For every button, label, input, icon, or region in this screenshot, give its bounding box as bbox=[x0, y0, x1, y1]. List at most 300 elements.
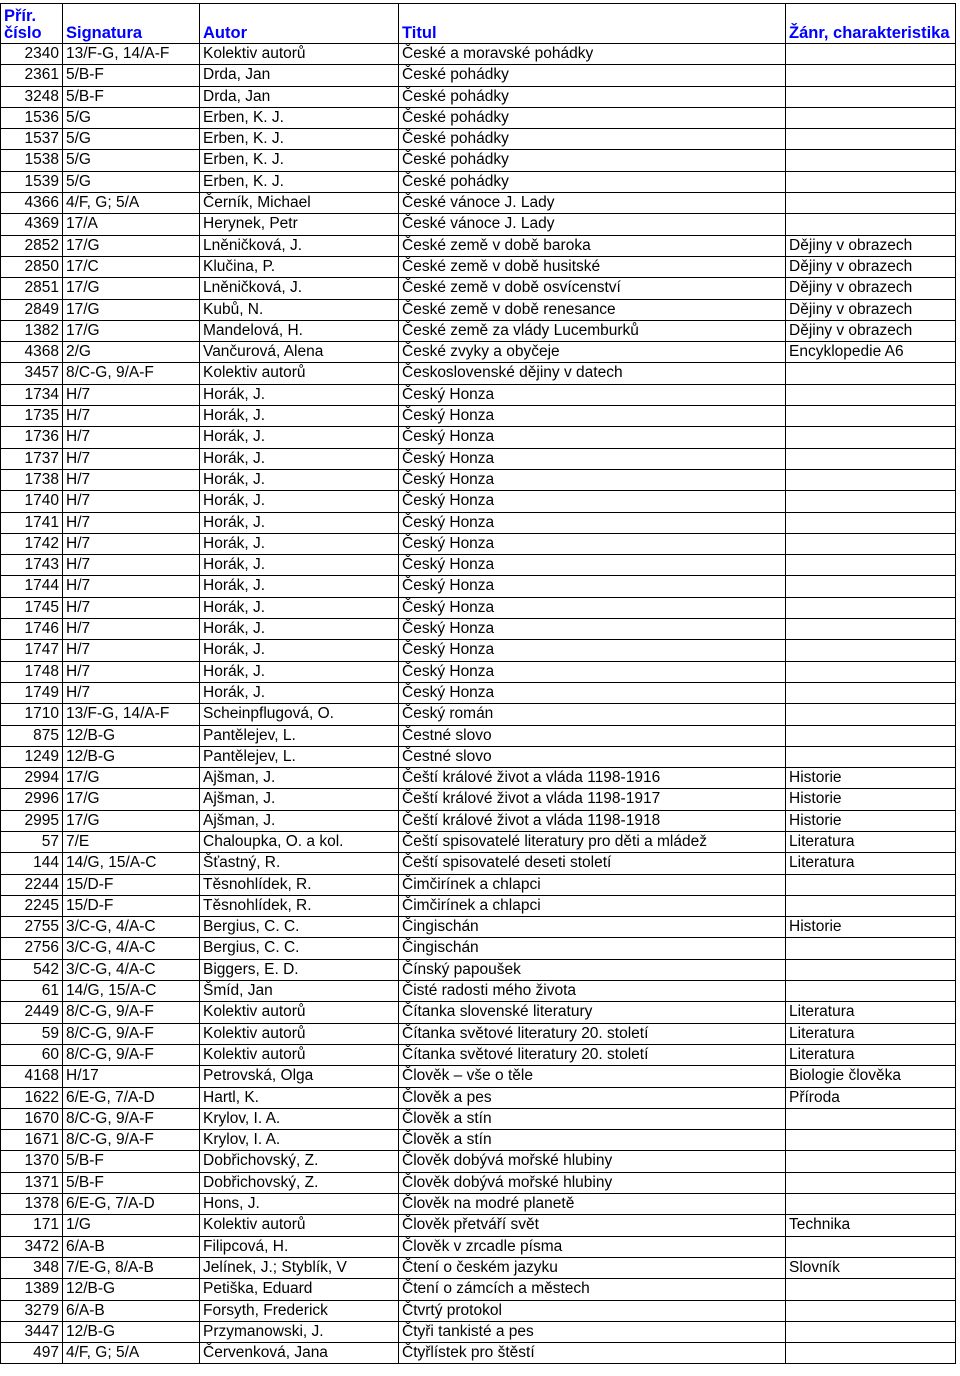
title-cell: Čítanka slovenské literatury bbox=[399, 1002, 786, 1023]
table-row bbox=[1, 682, 956, 703]
genre-cell bbox=[786, 1343, 956, 1364]
accession-number-cell: 3457 bbox=[1, 363, 63, 384]
author-cell: Horák, J. bbox=[200, 448, 399, 469]
table-row bbox=[1, 1172, 956, 1193]
table-row bbox=[1, 981, 956, 1002]
title-cell: Čeští spisovatelé deseti století bbox=[399, 853, 786, 874]
table-row bbox=[1, 810, 956, 831]
author-cell: Dobřichovský, Z. bbox=[200, 1172, 399, 1193]
genre-cell: Biologie člověka bbox=[786, 1066, 956, 1087]
table-row bbox=[1, 831, 956, 852]
genre-cell bbox=[786, 214, 956, 235]
author-cell: Ajšman, J. bbox=[200, 810, 399, 831]
header-accession-number bbox=[1, 4, 63, 44]
author-cell: Biggers, E. D. bbox=[200, 959, 399, 980]
title-cell: Český Honza bbox=[399, 406, 786, 427]
table-row bbox=[1, 384, 956, 405]
table-row bbox=[1, 1279, 956, 1300]
title-cell: Člověk v zrcadle písma bbox=[399, 1236, 786, 1257]
signature-cell: 5/G bbox=[63, 129, 200, 150]
accession-number-cell: 1737 bbox=[1, 448, 63, 469]
title-cell: Čtení o zámcích a městech bbox=[399, 1279, 786, 1300]
author-cell: Petrovská, Olga bbox=[200, 1066, 399, 1087]
table-row bbox=[1, 1343, 956, 1364]
accession-number-cell: 171 bbox=[1, 1215, 63, 1236]
genre-cell: Literatura bbox=[786, 853, 956, 874]
title-cell: Český Honza bbox=[399, 491, 786, 512]
signature-cell: 12/B-G bbox=[63, 746, 200, 767]
title-cell: Člověk dobývá mořské hlubiny bbox=[399, 1172, 786, 1193]
signature-cell: 3/C-G, 4/A-C bbox=[63, 917, 200, 938]
author-cell: Horák, J. bbox=[200, 384, 399, 405]
genre-cell bbox=[786, 171, 956, 192]
author-cell: Horák, J. bbox=[200, 576, 399, 597]
accession-number-cell: 1538 bbox=[1, 150, 63, 171]
signature-cell: 17/G bbox=[63, 235, 200, 256]
table-row bbox=[1, 1066, 956, 1087]
genre-cell: Dějiny v obrazech bbox=[786, 235, 956, 256]
table-row bbox=[1, 448, 956, 469]
signature-cell: 1/G bbox=[63, 1215, 200, 1236]
table-row bbox=[1, 1087, 956, 1108]
genre-cell bbox=[786, 874, 956, 895]
author-cell: Kolektiv autorů bbox=[200, 363, 399, 384]
table-row bbox=[1, 853, 956, 874]
table-row bbox=[1, 555, 956, 576]
table-row bbox=[1, 1321, 956, 1342]
accession-number-cell: 2851 bbox=[1, 278, 63, 299]
title-cell: České pohádky bbox=[399, 150, 786, 171]
title-cell: Čeští králové život a vláda 1198-1918 bbox=[399, 810, 786, 831]
author-cell: Dobřichovský, Z. bbox=[200, 1151, 399, 1172]
table-row bbox=[1, 640, 956, 661]
table-row bbox=[1, 576, 956, 597]
author-cell: Ajšman, J. bbox=[200, 789, 399, 810]
genre-cell bbox=[786, 725, 956, 746]
header-genre: Žánr, charakteristika bbox=[786, 4, 956, 44]
title-cell: Český Honza bbox=[399, 469, 786, 490]
signature-cell: 17/G bbox=[63, 320, 200, 341]
signature-cell: 8/C-G, 9/A-F bbox=[63, 1130, 200, 1151]
genre-cell bbox=[786, 640, 956, 661]
title-cell: České země za vlády Lucemburků bbox=[399, 320, 786, 341]
accession-number-cell: 59 bbox=[1, 1023, 63, 1044]
signature-cell: H/7 bbox=[63, 406, 200, 427]
accession-number-cell: 348 bbox=[1, 1257, 63, 1278]
author-cell: Przymanowski, J. bbox=[200, 1321, 399, 1342]
genre-cell bbox=[786, 597, 956, 618]
table-row bbox=[1, 1300, 956, 1321]
title-cell: České pohádky bbox=[399, 65, 786, 86]
genre-cell bbox=[786, 448, 956, 469]
table-row bbox=[1, 1002, 956, 1023]
genre-cell bbox=[786, 1236, 956, 1257]
genre-cell bbox=[786, 576, 956, 597]
table-row bbox=[1, 1257, 956, 1278]
genre-cell bbox=[786, 533, 956, 554]
author-cell: Hons, J. bbox=[200, 1194, 399, 1215]
author-cell: Kubů, N. bbox=[200, 299, 399, 320]
signature-cell: 3/C-G, 4/A-C bbox=[63, 959, 200, 980]
accession-number-cell: 1743 bbox=[1, 555, 63, 576]
author-cell: Těsnohlídek, R. bbox=[200, 874, 399, 895]
title-cell: České země v době renesance bbox=[399, 299, 786, 320]
table-row bbox=[1, 619, 956, 640]
accession-number-cell: 2755 bbox=[1, 917, 63, 938]
title-cell: Čeští králové život a vláda 1198-1916 bbox=[399, 768, 786, 789]
accession-number-cell: 1249 bbox=[1, 746, 63, 767]
table-row bbox=[1, 320, 956, 341]
title-cell: Český Honza bbox=[399, 640, 786, 661]
author-cell: Horák, J. bbox=[200, 469, 399, 490]
table-row bbox=[1, 725, 956, 746]
table-row bbox=[1, 1151, 956, 1172]
signature-cell: 7/E bbox=[63, 831, 200, 852]
signature-cell: 5/G bbox=[63, 150, 200, 171]
table-row bbox=[1, 150, 956, 171]
accession-number-cell: 4366 bbox=[1, 193, 63, 214]
genre-cell bbox=[786, 65, 956, 86]
table-row bbox=[1, 1236, 956, 1257]
table-body bbox=[1, 44, 956, 1364]
title-cell: České vánoce J. Lady bbox=[399, 193, 786, 214]
title-cell: Čeští králové život a vláda 1198-1917 bbox=[399, 789, 786, 810]
table-row bbox=[1, 768, 956, 789]
genre-cell: Historie bbox=[786, 917, 956, 938]
genre-cell: Literatura bbox=[786, 831, 956, 852]
signature-cell: 5/B-F bbox=[63, 1151, 200, 1172]
title-cell: Čingischán bbox=[399, 938, 786, 959]
accession-number-cell: 3248 bbox=[1, 86, 63, 107]
table-row bbox=[1, 959, 956, 980]
author-cell: Mandelová, H. bbox=[200, 320, 399, 341]
accession-number-cell: 1389 bbox=[1, 1279, 63, 1300]
signature-cell: 6/E-G, 7/A-D bbox=[63, 1194, 200, 1215]
title-cell: Čtyři tankisté a pes bbox=[399, 1321, 786, 1342]
title-cell: Čeští spisovatelé literatury pro děti a mládež bbox=[399, 831, 786, 852]
accession-number-cell: 1744 bbox=[1, 576, 63, 597]
table-row bbox=[1, 107, 956, 128]
genre-cell bbox=[786, 895, 956, 916]
title-cell: Člověk na modré planetě bbox=[399, 1194, 786, 1215]
table-row bbox=[1, 278, 956, 299]
author-cell: Horák, J. bbox=[200, 661, 399, 682]
author-cell: Ajšman, J. bbox=[200, 768, 399, 789]
genre-cell bbox=[786, 44, 956, 65]
author-cell: Šťastný, R. bbox=[200, 853, 399, 874]
title-cell: Český Honza bbox=[399, 448, 786, 469]
genre-cell bbox=[786, 1194, 956, 1215]
signature-cell: 5/B-F bbox=[63, 1172, 200, 1193]
accession-number-cell: 1710 bbox=[1, 704, 63, 725]
title-cell: Čestné slovo bbox=[399, 725, 786, 746]
accession-number-cell: 1671 bbox=[1, 1130, 63, 1151]
author-cell: Drda, Jan bbox=[200, 86, 399, 107]
genre-cell bbox=[786, 384, 956, 405]
title-cell: Český Honza bbox=[399, 512, 786, 533]
accession-number-cell: 875 bbox=[1, 725, 63, 746]
accession-number-cell: 1378 bbox=[1, 1194, 63, 1215]
title-cell: Čtení o českém jazyku bbox=[399, 1257, 786, 1278]
signature-cell: H/7 bbox=[63, 384, 200, 405]
accession-number-cell: 1539 bbox=[1, 171, 63, 192]
genre-cell: Literatura bbox=[786, 1023, 956, 1044]
accession-number-cell: 3472 bbox=[1, 1236, 63, 1257]
signature-cell: 6/A-B bbox=[63, 1236, 200, 1257]
title-cell: Čínský papoušek bbox=[399, 959, 786, 980]
author-cell: Scheinpflugová, O. bbox=[200, 704, 399, 725]
genre-cell bbox=[786, 555, 956, 576]
title-cell: Český Honza bbox=[399, 555, 786, 576]
author-cell: Horák, J. bbox=[200, 512, 399, 533]
signature-cell: 6/A-B bbox=[63, 1300, 200, 1321]
accession-number-cell: 4368 bbox=[1, 342, 63, 363]
table-row bbox=[1, 171, 956, 192]
author-cell: Bergius, C. C. bbox=[200, 938, 399, 959]
accession-number-cell: 1670 bbox=[1, 1108, 63, 1129]
title-cell: Člověk a stín bbox=[399, 1130, 786, 1151]
header-author: Autor bbox=[200, 4, 399, 44]
genre-cell bbox=[786, 619, 956, 640]
title-cell: Čisté radosti mého života bbox=[399, 981, 786, 1002]
title-cell: České a moravské pohádky bbox=[399, 44, 786, 65]
signature-cell: H/17 bbox=[63, 1066, 200, 1087]
genre-cell bbox=[786, 1300, 956, 1321]
table-row bbox=[1, 427, 956, 448]
title-cell: Český román bbox=[399, 704, 786, 725]
genre-cell: Encyklopedie A6 bbox=[786, 342, 956, 363]
genre-cell: Historie bbox=[786, 768, 956, 789]
author-cell: Černík, Michael bbox=[200, 193, 399, 214]
table-row bbox=[1, 704, 956, 725]
genre-cell: Historie bbox=[786, 789, 956, 810]
title-cell: České zvyky a obyčeje bbox=[399, 342, 786, 363]
accession-number-cell: 2340 bbox=[1, 44, 63, 65]
table-row bbox=[1, 1215, 956, 1236]
author-cell: Jelínek, J.; Styblík, V bbox=[200, 1257, 399, 1278]
table-row bbox=[1, 214, 956, 235]
signature-cell: 12/B-G bbox=[63, 1321, 200, 1342]
accession-number-cell: 2852 bbox=[1, 235, 63, 256]
genre-cell bbox=[786, 1151, 956, 1172]
genre-cell bbox=[786, 682, 956, 703]
table-row bbox=[1, 299, 956, 320]
author-cell: Horák, J. bbox=[200, 619, 399, 640]
genre-cell bbox=[786, 86, 956, 107]
table-row bbox=[1, 491, 956, 512]
title-cell: Čestné slovo bbox=[399, 746, 786, 767]
signature-cell: 8/C-G, 9/A-F bbox=[63, 1002, 200, 1023]
accession-number-cell: 1749 bbox=[1, 682, 63, 703]
signature-cell: 17/G bbox=[63, 768, 200, 789]
genre-cell bbox=[786, 363, 956, 384]
accession-number-cell: 3279 bbox=[1, 1300, 63, 1321]
signature-cell: H/7 bbox=[63, 597, 200, 618]
author-cell: Těsnohlídek, R. bbox=[200, 895, 399, 916]
author-cell: Horák, J. bbox=[200, 491, 399, 512]
accession-number-cell: 1536 bbox=[1, 107, 63, 128]
author-cell: Filipcová, H. bbox=[200, 1236, 399, 1257]
author-cell: Krylov, I. A. bbox=[200, 1130, 399, 1151]
genre-cell bbox=[786, 512, 956, 533]
table-row bbox=[1, 895, 956, 916]
genre-cell bbox=[786, 1172, 956, 1193]
title-cell: Čimčirínek a chlapci bbox=[399, 874, 786, 895]
author-cell: Krylov, I. A. bbox=[200, 1108, 399, 1129]
table-row bbox=[1, 129, 956, 150]
genre-cell bbox=[786, 193, 956, 214]
genre-cell: Dějiny v obrazech bbox=[786, 299, 956, 320]
author-cell: Horák, J. bbox=[200, 427, 399, 448]
author-cell: Klučina, P. bbox=[200, 256, 399, 277]
signature-cell: 6/E-G, 7/A-D bbox=[63, 1087, 200, 1108]
title-cell: Člověk a stín bbox=[399, 1108, 786, 1129]
title-cell: Čítanka světové literatury 20. století bbox=[399, 1044, 786, 1065]
author-cell: Erben, K. J. bbox=[200, 107, 399, 128]
signature-cell: 17/G bbox=[63, 789, 200, 810]
author-cell: Erben, K. J. bbox=[200, 129, 399, 150]
accession-number-cell: 1735 bbox=[1, 406, 63, 427]
author-cell: Šmíd, Jan bbox=[200, 981, 399, 1002]
title-cell: Český Honza bbox=[399, 533, 786, 554]
accession-number-cell: 1382 bbox=[1, 320, 63, 341]
accession-number-cell: 2850 bbox=[1, 256, 63, 277]
author-cell: Vančurová, Alena bbox=[200, 342, 399, 363]
signature-cell: H/7 bbox=[63, 427, 200, 448]
title-cell: Člověk přetváří svět bbox=[399, 1215, 786, 1236]
author-cell: Horák, J. bbox=[200, 640, 399, 661]
title-cell: České země v době osvícenství bbox=[399, 278, 786, 299]
signature-cell: 15/D-F bbox=[63, 874, 200, 895]
signature-cell: 14/G, 15/A-C bbox=[63, 853, 200, 874]
title-cell: Člověk a pes bbox=[399, 1087, 786, 1108]
genre-cell: Příroda bbox=[786, 1087, 956, 1108]
table-row bbox=[1, 256, 956, 277]
genre-cell: Historie bbox=[786, 810, 956, 831]
author-cell: Horák, J. bbox=[200, 597, 399, 618]
author-cell: Horák, J. bbox=[200, 555, 399, 576]
author-cell: Erben, K. J. bbox=[200, 171, 399, 192]
title-cell: České země v době baroka bbox=[399, 235, 786, 256]
table-row bbox=[1, 1194, 956, 1215]
author-cell: Hartl, K. bbox=[200, 1087, 399, 1108]
signature-cell: 4/F, G; 5/A bbox=[63, 1343, 200, 1364]
genre-cell bbox=[786, 491, 956, 512]
author-cell: Kolektiv autorů bbox=[200, 1215, 399, 1236]
accession-number-cell: 1370 bbox=[1, 1151, 63, 1172]
accession-number-cell: 4168 bbox=[1, 1066, 63, 1087]
author-cell: Horák, J. bbox=[200, 533, 399, 554]
genre-cell: Literatura bbox=[786, 1044, 956, 1065]
genre-cell: Dějiny v obrazech bbox=[786, 320, 956, 341]
genre-cell bbox=[786, 1108, 956, 1129]
title-cell: České pohádky bbox=[399, 171, 786, 192]
signature-cell: H/7 bbox=[63, 448, 200, 469]
title-cell: České pohádky bbox=[399, 129, 786, 150]
title-cell: Český Honza bbox=[399, 597, 786, 618]
title-cell: Český Honza bbox=[399, 661, 786, 682]
signature-cell: 3/C-G, 4/A-C bbox=[63, 938, 200, 959]
table-row bbox=[1, 938, 956, 959]
header-accession-number-line2: číslo bbox=[4, 24, 42, 42]
author-cell: Forsyth, Frederick bbox=[200, 1300, 399, 1321]
accession-number-cell: 60 bbox=[1, 1044, 63, 1065]
signature-cell: 7/E-G, 8/A-B bbox=[63, 1257, 200, 1278]
accession-number-cell: 144 bbox=[1, 853, 63, 874]
author-cell: Kolektiv autorů bbox=[200, 1044, 399, 1065]
signature-cell: 12/B-G bbox=[63, 725, 200, 746]
table-row bbox=[1, 917, 956, 938]
author-cell: Horák, J. bbox=[200, 682, 399, 703]
accession-number-cell: 1740 bbox=[1, 491, 63, 512]
accession-number-cell: 1747 bbox=[1, 640, 63, 661]
genre-cell bbox=[786, 1279, 956, 1300]
accession-number-cell: 1736 bbox=[1, 427, 63, 448]
header-row bbox=[1, 4, 956, 44]
author-cell: Horák, J. bbox=[200, 406, 399, 427]
accession-number-cell: 1738 bbox=[1, 469, 63, 490]
signature-cell: H/7 bbox=[63, 469, 200, 490]
signature-cell: 17/C bbox=[63, 256, 200, 277]
signature-cell: 17/A bbox=[63, 214, 200, 235]
genre-cell: Dějiny v obrazech bbox=[786, 256, 956, 277]
accession-number-cell: 2995 bbox=[1, 810, 63, 831]
author-cell: Kolektiv autorů bbox=[200, 44, 399, 65]
title-cell: Člověk dobývá mořské hlubiny bbox=[399, 1151, 786, 1172]
signature-cell: H/7 bbox=[63, 661, 200, 682]
genre-cell bbox=[786, 1321, 956, 1342]
author-cell: Lněničková, J. bbox=[200, 235, 399, 256]
title-cell: Čtvrtý protokol bbox=[399, 1300, 786, 1321]
signature-cell: 15/D-F bbox=[63, 895, 200, 916]
signature-cell: H/7 bbox=[63, 640, 200, 661]
header-signature: Signatura bbox=[63, 4, 200, 44]
signature-cell: 17/G bbox=[63, 278, 200, 299]
accession-number-cell: 4369 bbox=[1, 214, 63, 235]
author-cell: Chaloupka, O. a kol. bbox=[200, 831, 399, 852]
signature-cell: 17/G bbox=[63, 299, 200, 320]
author-cell: Lněničková, J. bbox=[200, 278, 399, 299]
genre-cell bbox=[786, 1130, 956, 1151]
table-row bbox=[1, 1044, 956, 1065]
title-cell: Člověk – vše o těle bbox=[399, 1066, 786, 1087]
author-cell: Kolektiv autorů bbox=[200, 1002, 399, 1023]
table-row bbox=[1, 1108, 956, 1129]
author-cell: Červenková, Jana bbox=[200, 1343, 399, 1364]
genre-cell: Slovník bbox=[786, 1257, 956, 1278]
accession-number-cell: 2244 bbox=[1, 874, 63, 895]
table-row bbox=[1, 874, 956, 895]
signature-cell: 5/G bbox=[63, 107, 200, 128]
genre-cell bbox=[786, 938, 956, 959]
title-cell: Český Honza bbox=[399, 682, 786, 703]
signature-cell: 17/G bbox=[63, 810, 200, 831]
author-cell: Kolektiv autorů bbox=[200, 1023, 399, 1044]
table-row bbox=[1, 469, 956, 490]
table-header bbox=[1, 4, 956, 44]
genre-cell bbox=[786, 406, 956, 427]
accession-number-cell: 497 bbox=[1, 1343, 63, 1364]
table-row bbox=[1, 661, 956, 682]
title-cell: České země v době husitské bbox=[399, 256, 786, 277]
header-title: Titul bbox=[399, 4, 786, 44]
accession-number-cell: 1748 bbox=[1, 661, 63, 682]
accession-number-cell: 1371 bbox=[1, 1172, 63, 1193]
signature-cell: 8/C-G, 9/A-F bbox=[63, 1044, 200, 1065]
signature-cell: 8/C-G, 9/A-F bbox=[63, 1023, 200, 1044]
accession-number-cell: 1742 bbox=[1, 533, 63, 554]
table-row bbox=[1, 533, 956, 554]
